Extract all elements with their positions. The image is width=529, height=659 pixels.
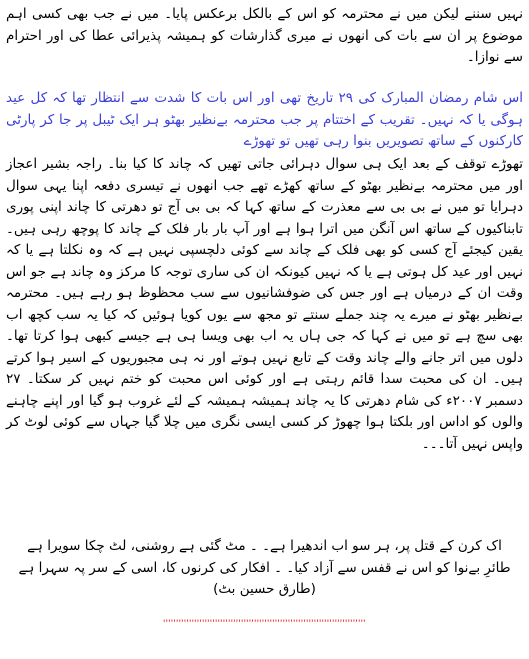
- article-paragraph-2-highlighted: اس شام رمضان المبارک کی ۲۹ تاریخ تھی اور اس بات کا شدت سے انتظار تھا کہ کل عید ہوگی یا کہ نہیں۔ تقریب کے اختتام پر جب محترمہ بےنظیر بھٹو ہر ایک ٹیبل پر جا کر پارٹی کارکنوں کے ساتھ تصویریں بنوا رہی تھیں تو تھوڑے: [6, 90, 524, 149]
- poem-author: (طارق حسین بٹ): [213, 581, 316, 597]
- poem-block: [0, 536, 529, 601]
- poem-line-2: طائرِ بےنوا کو اس نے قفس سے آزاد کیا۔ ۔ افکار کی کرنوں کا، اسی کے سر پہ سہرا ہے: [18, 559, 511, 576]
- red-separator: '''''''''''''''''''''''''''''''''''''''''''''''''''''''''''''''''''''''''''''': [163, 618, 366, 630]
- article-paragraph-3: تھوڑے توقف کے بعد ایک ہی سوال دہرائی جاتی تھیں کہ چاند کا کیا بنا۔ راجہ بشیر اعجاز اور میں محترمہ بےنظیر بھٹو کے ساتھ کھڑے تھے جب انھوں نے تیسری دفعہ اپنا یہی سوال دہرایا تو میں نے بی بی سے معذرت کے ساتھ کہا کہ بی بی آج تو دھرتی کا چاند اپنی پوری تابناکیوں کے ساتھ اس آنگن میں اترا ہوا ہے اور آپ بار بار فلک کے چاند کا پوچھ رہی ہیں۔ یقین کیجئے آج کسی کو بھی فلک کے چاند سے کوئی دلچسپی نہیں ہے کہ وہ نکلتا ہے یا کہ نہیں اور عید کل ہوتی ہے یا کہ نہیں کیونکہ ان کی ساری توجہ کا مرکز وہ چاند ہے جو اس وقت ان کے درمیاں ہے اور جس کی ضوفشانیوں سے سب محظوظ ہو رہے ہیں۔ محترمہ بےنظیر بھٹو نے میرے یہ چند جملے سنتے تو مجھ سے یوں کویا ہوئیں کہ کیا یہ سب کچھ اب بھی سچ ہے تو میں نے کہا کہ جی ہاں یہ اب بھی ویسا ہی ہے جیسے کبھی ہوا کرتا تھا۔ دلوں میں اتر جانے والے چاند وقت کے تابع نہیں ہوتے اور نہ ہی مجبوریوں کے اسیر ہوا کرتے ہیں۔ ان کی محبت سدا قائم رہتی ہے اور کوئی اس محبت کو ختم نہیں کر سکتا۔ ۲۷ دسمبر ۲۰۰۷ء کی شام دھرتی کا یہ چاند ہمیشہ ہمیشہ کے لئے غروب ہو گیا اور اپنے چاہنے والوں کو اداس اور بلکتا ہوا چھوڑ کر کسی ایسی نگری میں چلا گیا جہاں سے کوئی لوٹ کر واپس نہیں آتا۔۔۔: [6, 156, 523, 452]
- poem-line-1: اک کرن کے قتل پر، ہر سو اب اندھیرا ہے۔ ۔ مٹ گئی ہے روشنی، لٹ چکا سویرا ہے: [27, 538, 502, 554]
- article-paragraph-1: نہیں سننے لیکن میں نے محترمہ کو اس کے بالکل برعکس پایا۔ میں نے جب بھی کسی اہم موضوع پر ان سے بات کی انھوں نے میری گذارشات کو ہمیشہ پذیرائی عطا کی اور احترام سے نوازا۔: [6, 6, 523, 65]
